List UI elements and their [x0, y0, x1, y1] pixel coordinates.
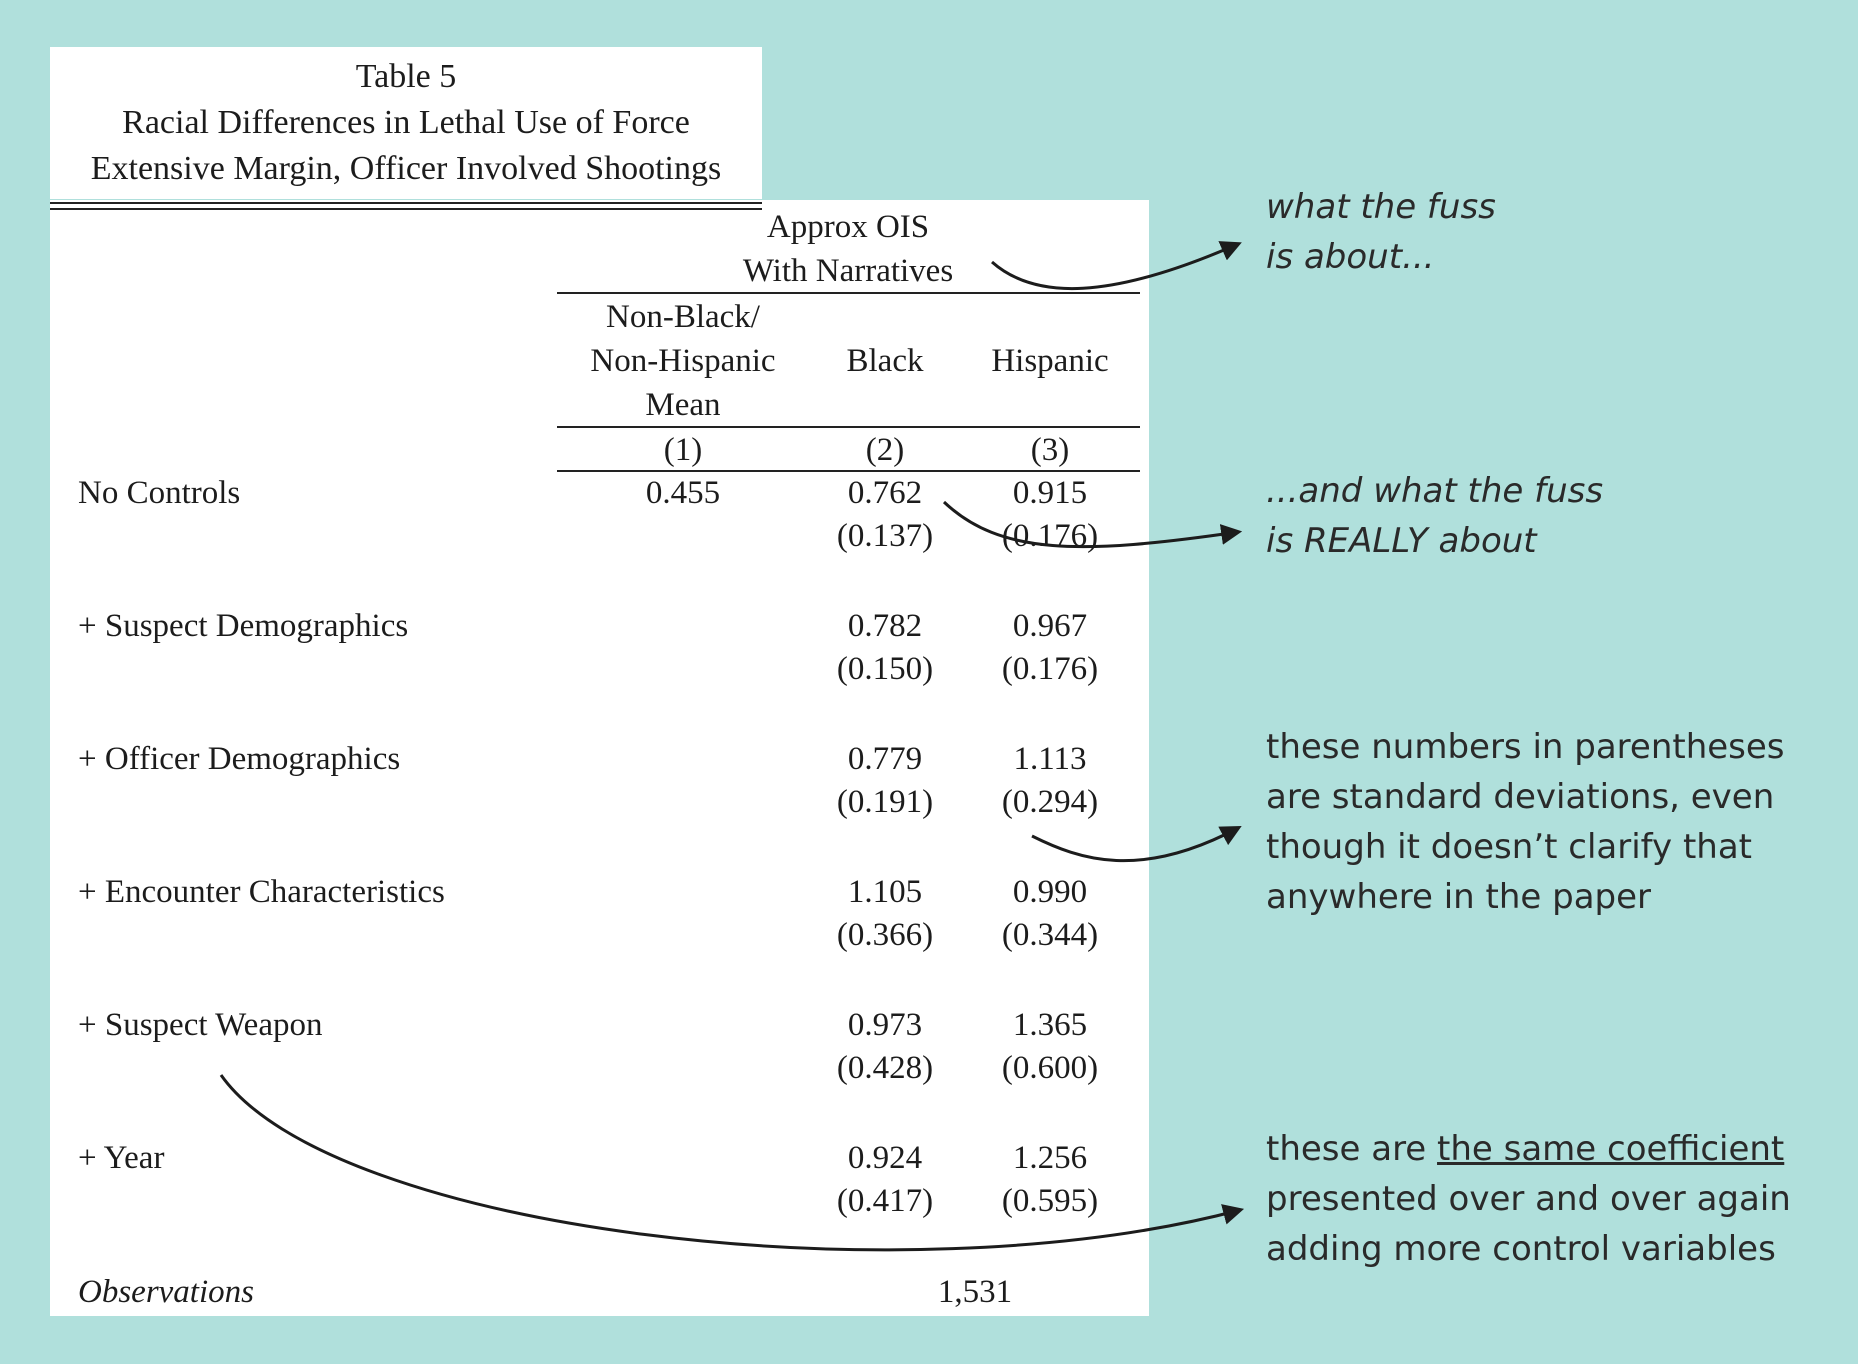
cell-hispanic-se: (0.176) — [1001, 651, 1099, 687]
table-heading: Racial Differences in Lethal Use of Force — [122, 104, 690, 141]
cell-black-se: (0.150) — [836, 651, 934, 687]
cell-black: 1.105 — [847, 874, 923, 910]
cell-hispanic: 0.967 — [1012, 608, 1088, 644]
annotation-fuss: what the fuss is about... — [1266, 187, 1496, 277]
arrow-fuss — [992, 244, 1238, 289]
observations-value: 1,531 — [937, 1274, 1013, 1310]
cell-hispanic: 0.990 — [1012, 874, 1088, 910]
group-header: Approx OIS With Narratives — [742, 209, 954, 289]
cell-black-se: (0.417) — [836, 1183, 934, 1219]
column-number-3: (3) — [1030, 432, 1070, 468]
cell-hispanic: 0.915 — [1012, 475, 1088, 511]
row-label-suspect-demographics: + Suspect Demographics — [78, 608, 409, 644]
cell-black: 0.782 — [847, 608, 923, 644]
cell-black-se: (0.366) — [836, 917, 934, 953]
cell-black: 0.973 — [847, 1007, 923, 1043]
row-label-suspect-weapon: + Suspect Weapon — [78, 1007, 323, 1043]
row-label-officer-demographics: + Officer Demographics — [78, 741, 401, 777]
table-subheading: Extensive Margin, Officer Involved Shootings — [90, 150, 722, 187]
cell-hispanic-se: (0.294) — [1001, 784, 1099, 820]
row-label-no-controls: No Controls — [78, 475, 241, 511]
arrow-parens — [1032, 828, 1238, 861]
cell-black: 0.779 — [847, 741, 923, 777]
observations-label: Observations — [78, 1274, 254, 1310]
cell-black: 0.762 — [847, 475, 923, 511]
column-header-black: Black — [846, 343, 924, 379]
cell-hispanic: 1.256 — [1012, 1140, 1088, 1176]
cell-hispanic-se: (0.600) — [1001, 1050, 1099, 1086]
row-label-encounter-characteristics: + Encounter Characteristics — [78, 874, 445, 910]
column-header-hispanic: Hispanic — [991, 343, 1109, 379]
cell-black-se: (0.137) — [836, 518, 934, 554]
cell-hispanic-se: (0.595) — [1001, 1183, 1099, 1219]
cell-hispanic: 1.365 — [1012, 1007, 1088, 1043]
annotation-parentheses: these numbers in parentheses are standard deviations, even though it doesn’t clarify that anywhere in the paper — [1266, 727, 1785, 917]
table-number: Table 5 — [355, 58, 457, 95]
column-number-2: (2) — [865, 432, 905, 468]
annotation-same-coefficient: these are the same coefficient presented over and over again adding more control variables — [1266, 1129, 1791, 1269]
cell-hispanic: 1.113 — [1013, 741, 1087, 777]
cell-black-se: (0.191) — [836, 784, 934, 820]
cell-black: 0.924 — [847, 1140, 923, 1176]
column-header-mean: Non-Black/ Non-Hispanic Mean — [590, 299, 776, 423]
arrow-same — [221, 1075, 1240, 1250]
underlined-phrase: the same coefficient — [1437, 1129, 1785, 1169]
cell-hispanic-se: (0.344) — [1001, 917, 1099, 953]
annotation-really: ...and what the fuss is REALLY about — [1266, 471, 1604, 561]
cell-mean: 0.455 — [645, 475, 721, 511]
cell-hispanic-se: (0.176) — [1001, 518, 1099, 554]
arrow-really — [944, 502, 1238, 547]
cell-black-se: (0.428) — [836, 1050, 934, 1086]
row-label-year: + Year — [78, 1140, 165, 1176]
column-number-1: (1) — [663, 432, 703, 468]
